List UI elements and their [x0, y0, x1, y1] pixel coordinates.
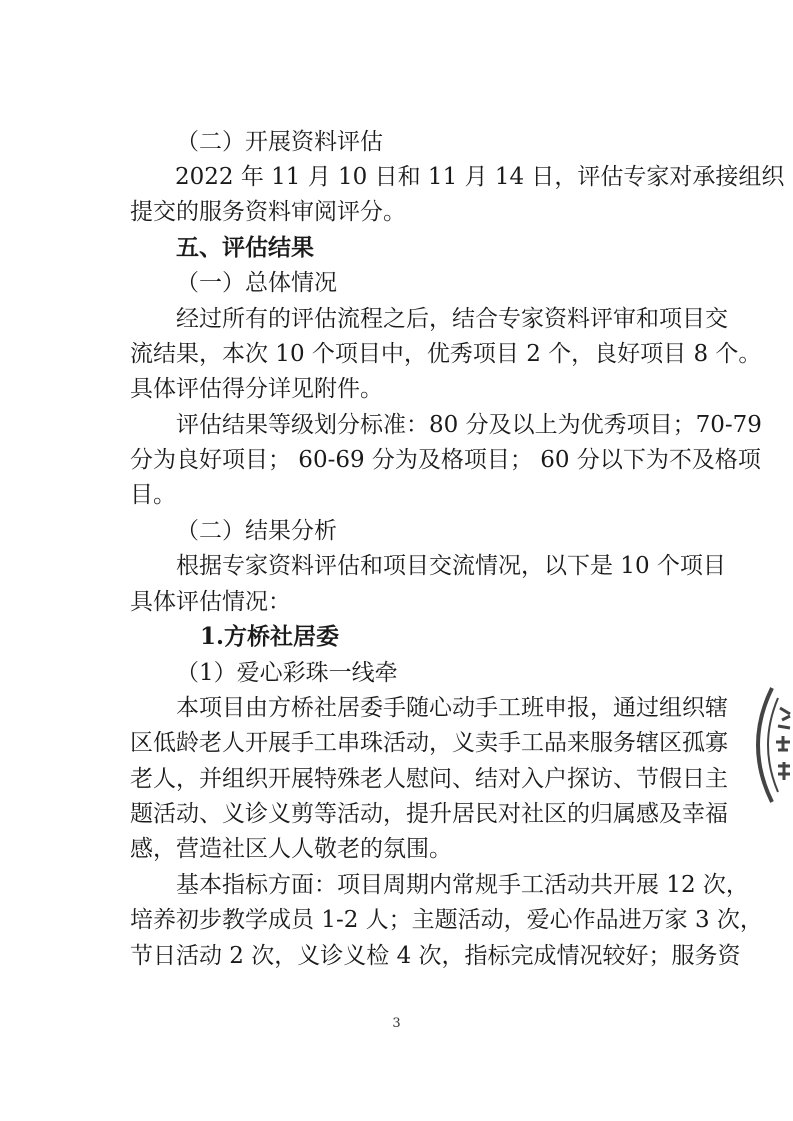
subsection-heading: （二）结果分析 [176, 518, 337, 544]
paragraph-line: 根据专家资料评估和项目交流情况，以下是 10 个项目 [176, 553, 726, 579]
paragraph-line: 感，营造社区人人敬老的氛围。 [130, 836, 452, 862]
paragraph-line: 分为良好项目； 60-69 分为及格项目； 60 分以下为不及格项 [130, 447, 761, 473]
paragraph-line: 流结果，本次 10 个项目中，优秀项目 2 个，良好项目 8 个。 [130, 341, 762, 367]
item-heading: 1.方桥社居委 [200, 623, 340, 650]
paragraph-line: 经过所有的评估流程之后，结合专家资料评审和项目交 [176, 306, 728, 332]
seal-stamp-icon [752, 680, 793, 810]
paragraph-line: 老人，并组织开展特殊老人慰问、结对入户探访、节假日主 [130, 766, 728, 792]
subitem-heading: （1）爱心彩珠一线牵 [176, 660, 398, 686]
paragraph-line: 培养初步教学成员 1-2 人；主题活动，爱心作品进万家 3 次， [130, 907, 763, 933]
paragraph-line: 具体评估得分详见附件。 [130, 376, 383, 402]
section-heading: 五、评估结果 [176, 235, 314, 261]
paragraph-line: 基本指标方面：项目周期内常规手工活动共开展 12 次， [176, 872, 749, 898]
paragraph-line: 评估结果等级划分标准：80 分及以上为优秀项目；70-79 [176, 412, 762, 438]
paragraph-line: 区低龄老人开展手工串珠活动，义卖手工品来服务辖区孤寡 [130, 730, 728, 756]
paragraph-line: 节日活动 2 次，义诊义检 4 次，指标完成情况较好；服务资 [130, 943, 741, 969]
paragraph-line: 提交的服务资料审阅评分。 [130, 199, 406, 225]
subsection-heading: （二）开展资料评估 [176, 129, 383, 155]
subsection-heading: （一）总体情况 [176, 270, 337, 296]
paragraph-line: 目。 [130, 482, 176, 508]
paragraph-line: 具体评估情况： [130, 589, 291, 615]
page-number: 3 [392, 1016, 401, 1031]
paragraph-line: 题活动、义诊义剪等活动，提升居民对社区的归属感及幸福 [130, 801, 728, 827]
paragraph-line: 本项目由方桥社居委手随心动手工班申报，通过组织辖 [176, 695, 728, 721]
paragraph-line: 2022 年 11 月 10 日和 11 月 14 日，评估专家对承接组织 [175, 164, 785, 190]
